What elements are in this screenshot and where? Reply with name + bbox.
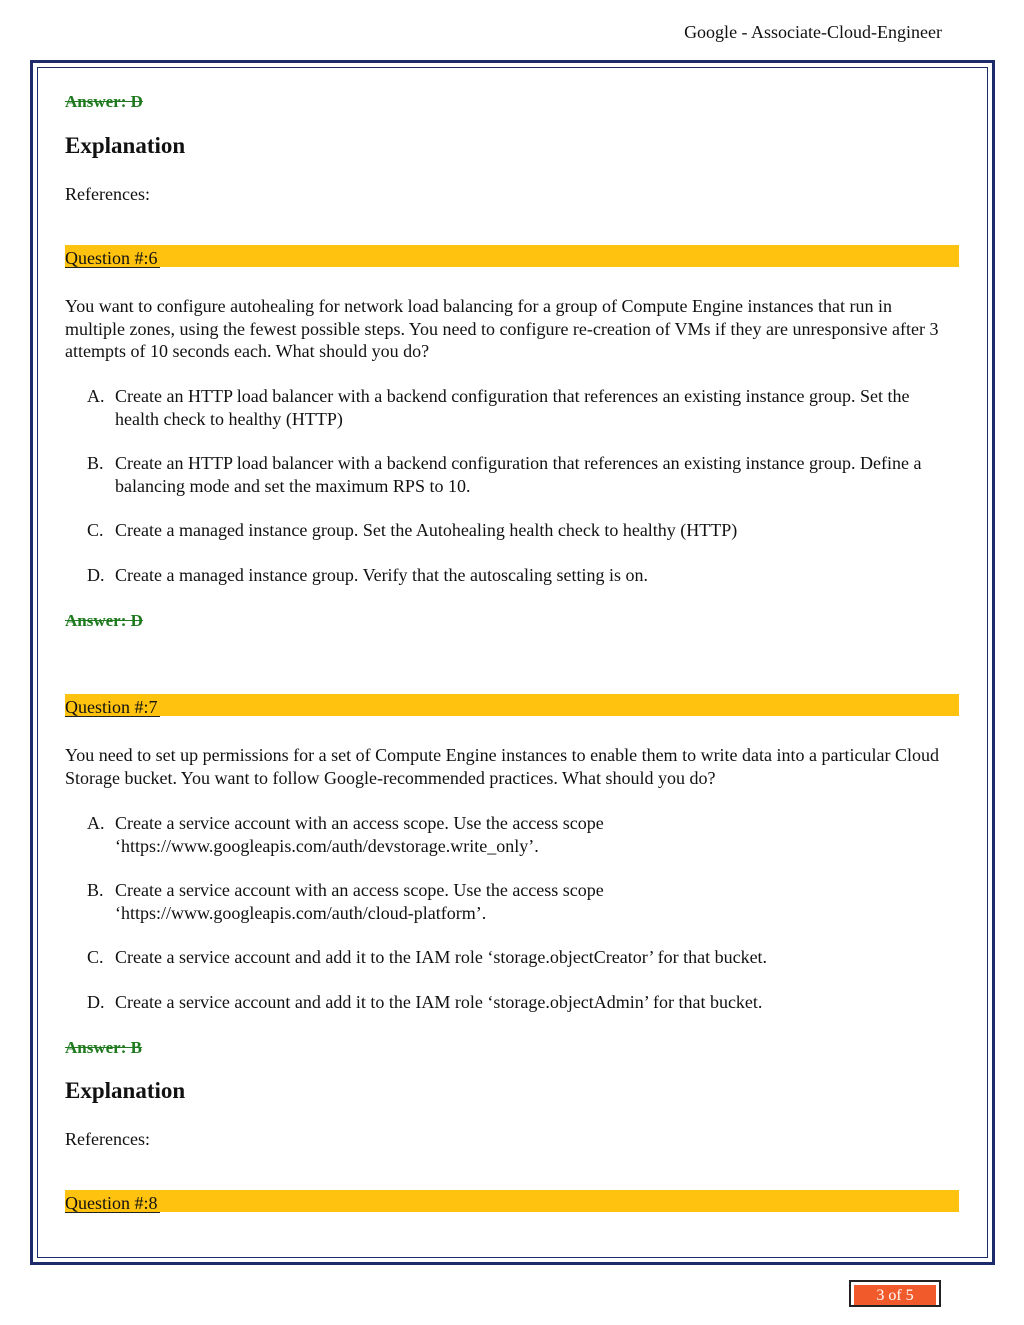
option-letter: C. — [87, 947, 104, 967]
option-text: Create an HTTP load balancer with a backend configuration that references an existing instance group. Define a balancing mode and set the maximum RPS to 10. — [115, 453, 922, 496]
option-text — [115, 879, 947, 924]
question-6-option-c — [87, 519, 947, 542]
question-6-option-d — [87, 564, 947, 587]
option-text: Create a service account and add it to the IAM role ‘storage.objectAdmin’ for that bucket. — [115, 992, 763, 1012]
option-text: Create a managed instance group. Verify that the autoscaling setting is on. — [115, 565, 649, 585]
question-7-explanation-heading: Explanation — [65, 1078, 186, 1103]
page-number-badge — [849, 1280, 941, 1307]
question-7-option-b — [87, 879, 947, 924]
document-header: Google - Associate-Cloud-Engineer — [684, 22, 942, 42]
option-letter: D. — [87, 992, 105, 1012]
question-7-references-label: References: — [65, 1129, 150, 1149]
question-8-bar — [65, 1190, 959, 1212]
option-letter: A. — [87, 813, 105, 833]
page-number: 3 of 5 — [854, 1285, 936, 1305]
explanation-heading-top: Explanation — [65, 133, 186, 158]
option-letter: C. — [87, 520, 104, 540]
option-text-line-2: ‘https://www.googleapis.com/auth/cloud-platform’. — [115, 902, 487, 923]
option-text: Create a managed instance group. Set the Autohealing health check to healthy (HTTP) — [115, 520, 738, 540]
question-6-label: Question #:6 — [65, 248, 158, 268]
question-7-option-a — [87, 812, 947, 857]
question-6-answer: Answer: D — [65, 611, 143, 630]
question-6-option-b — [87, 452, 947, 497]
question-7-text: You need to set up permissions for a set of Compute Engine instances to enable them to write data into a particular Cloud Storage bucket. You want to follow Google-recommended practices. What should you do? — [65, 745, 939, 788]
option-letter: B. — [87, 453, 104, 473]
question-7-bar — [65, 694, 959, 716]
option-letter: A. — [87, 386, 105, 406]
option-text: Create a service account and add it to the IAM role ‘storage.objectCreator’ for that bucket. — [115, 947, 768, 967]
option-text-line-2: ‘https://www.googleapis.com/auth/devstorage.write_only’. — [115, 835, 539, 856]
answer-top: Answer: D — [65, 92, 143, 111]
question-6-option-a — [87, 385, 947, 430]
option-letter: D. — [87, 565, 105, 585]
option-text-line-1: Create a service account with an access scope. Use the access scope — [115, 880, 604, 900]
question-6-text: You want to configure autohealing for network load balancing for a group of Compute Engine instances that run in multiple zones, using the fewest possible steps. You need to configure re-creation of VMs if they are unresponsive after 3 attempts of 10 seconds each. What should you do? — [65, 296, 939, 361]
option-text — [115, 812, 947, 857]
option-text-line-1: Create a service account with an access scope. Use the access scope — [115, 813, 604, 833]
question-7-option-c — [87, 946, 947, 969]
question-7-label: Question #:7 — [65, 697, 158, 717]
references-label-top: References: — [65, 184, 150, 204]
option-letter: B. — [87, 880, 104, 900]
question-8-label: Question #:8 — [65, 1193, 158, 1213]
question-7-answer: Answer: B — [65, 1038, 142, 1057]
option-text: Create an HTTP load balancer with a backend configuration that references an existing instance group. Set the health check to healthy (HTTP) — [115, 386, 910, 429]
question-7-option-d — [87, 991, 947, 1014]
question-6-bar — [65, 245, 959, 267]
